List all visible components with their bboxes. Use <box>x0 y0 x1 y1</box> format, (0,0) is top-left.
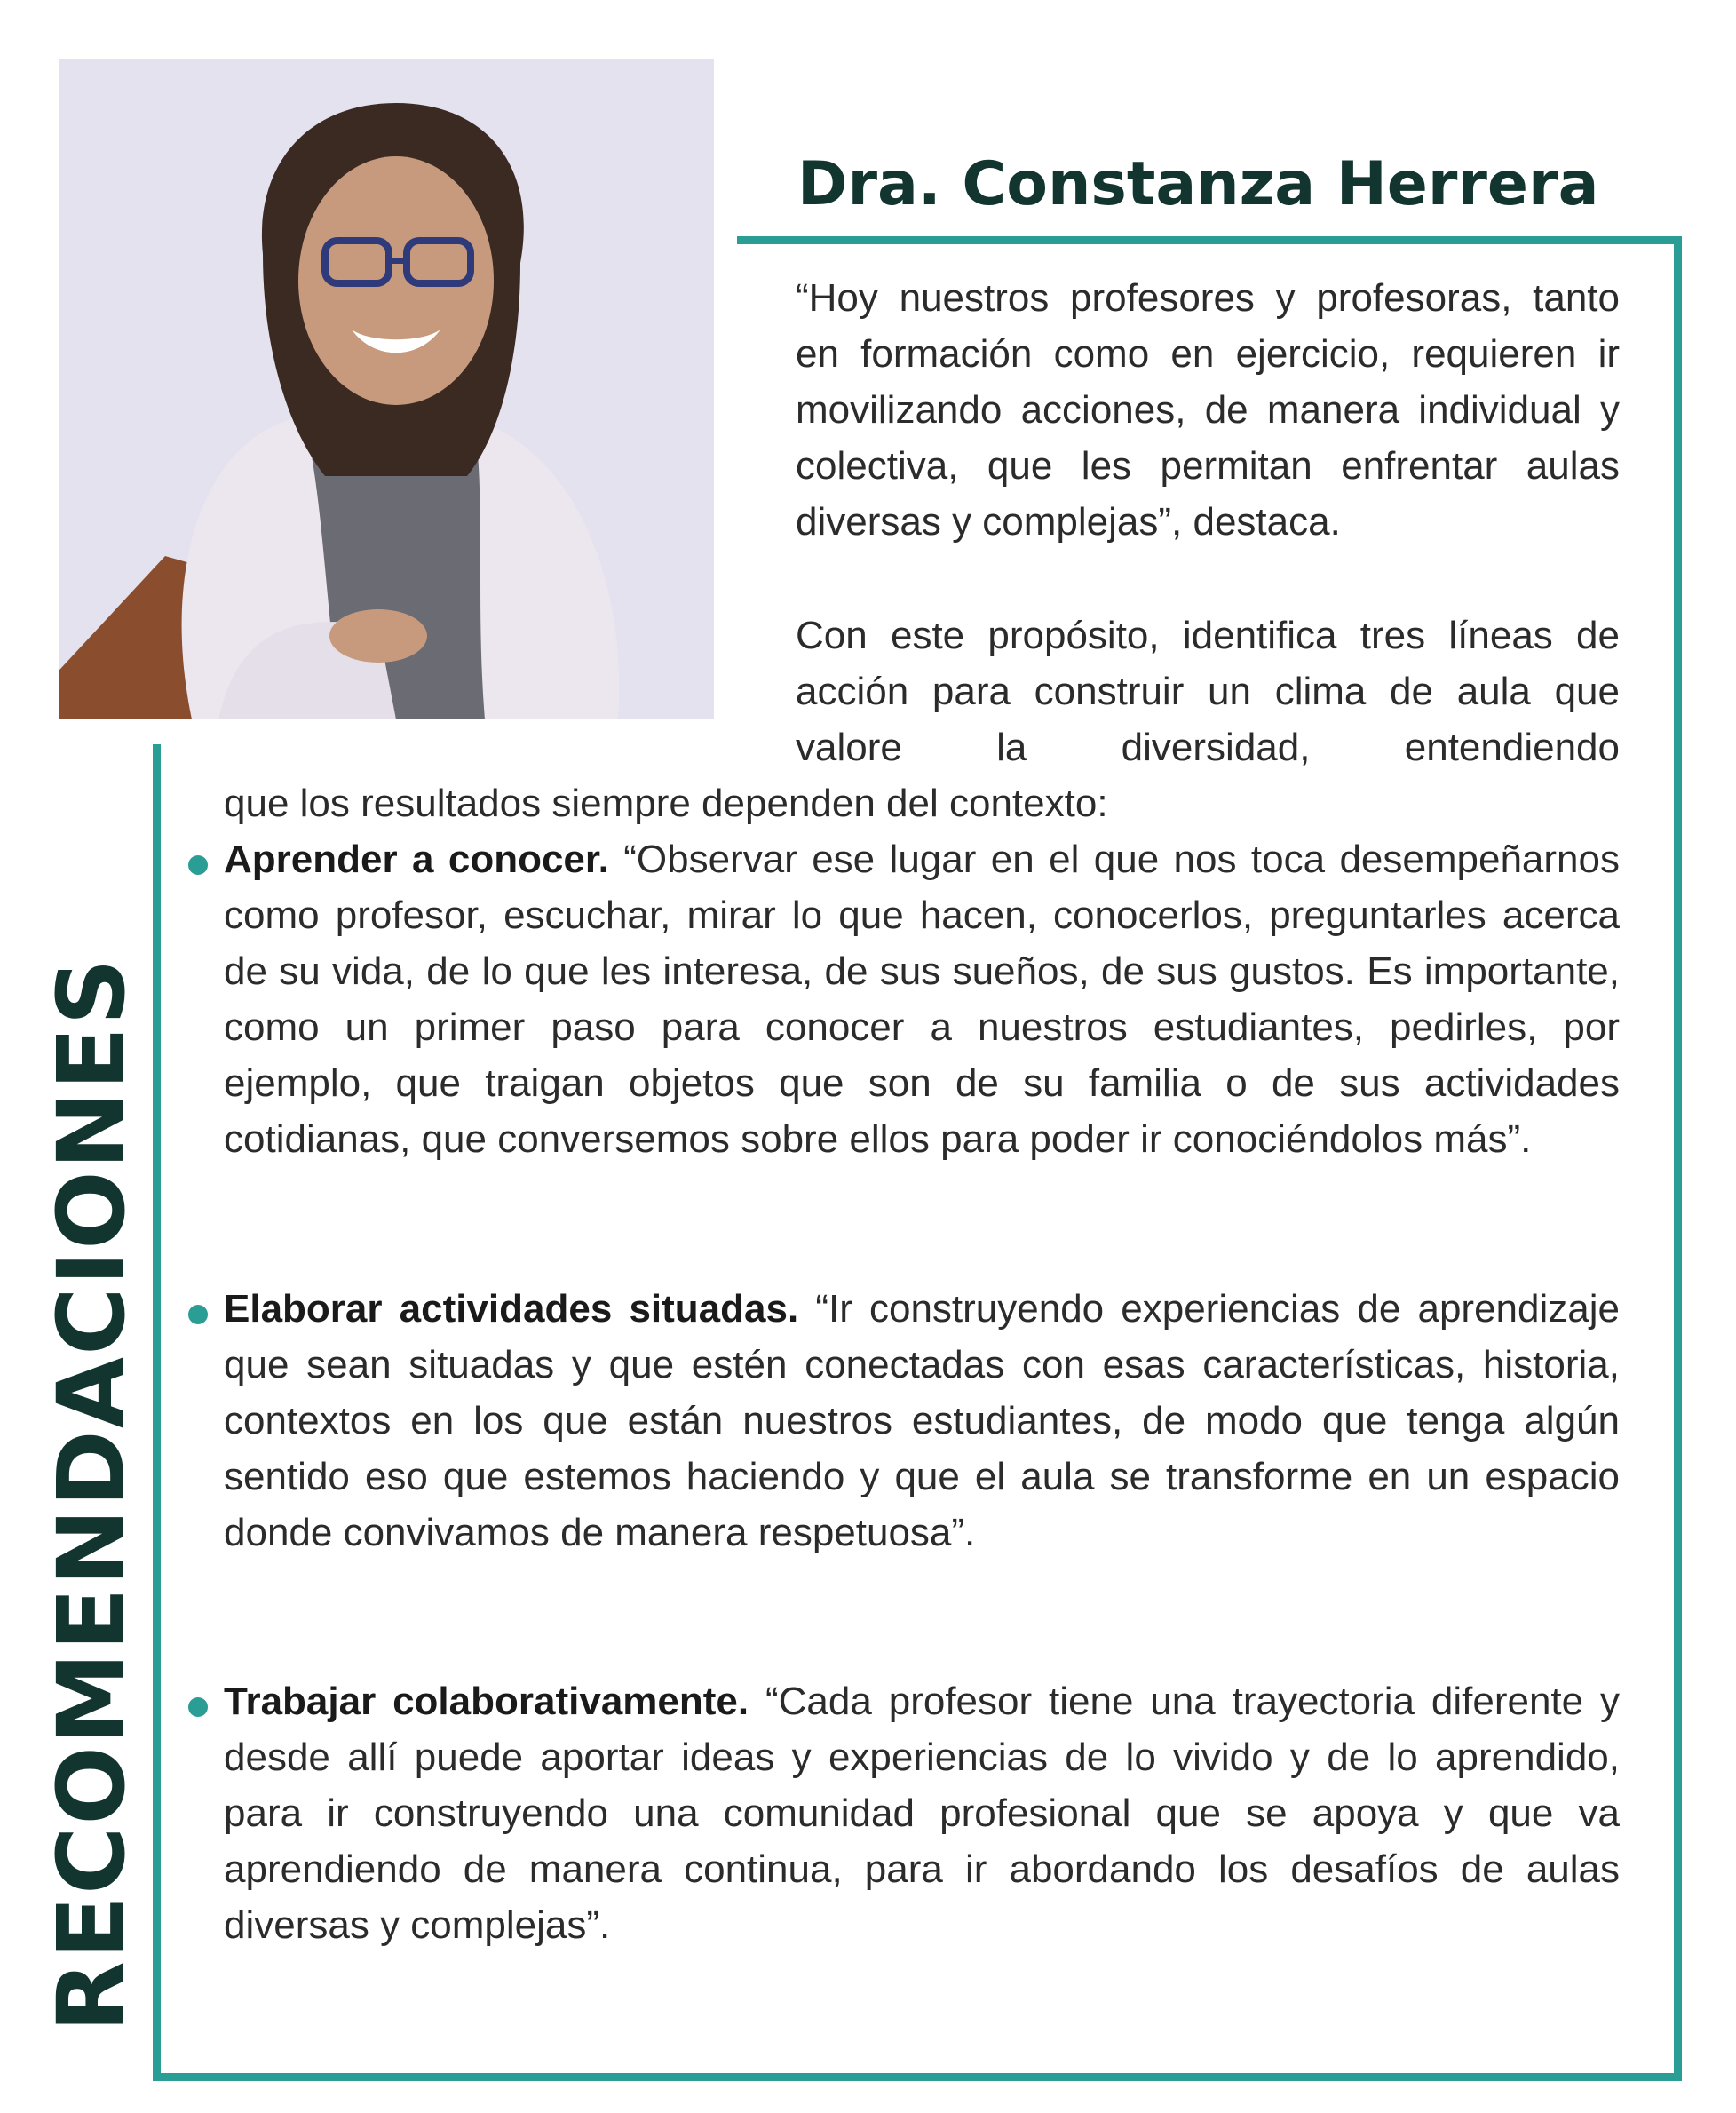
bullet-dot <box>188 855 208 875</box>
portrait-photo <box>59 59 714 719</box>
intro-purpose: Con este propósito, identifica tres líneas de acción para construir un clima de aula que valore la diversidad, entendiendo <box>796 614 1620 769</box>
section-title-vertical: RECOMENDACIONES <box>37 957 146 2032</box>
recommendation-text: “Observar ese lugar en el que nos toca desempeñarnos como profesor, escuchar, mirar lo que hacen, conocerlos, preguntarles acerca de su vida, de lo que les interesa, de sus sueños, de sus gustos. Es importante, como un primer paso para conocer a nuestros estudiantes, pedirles, por ejemplo, que traigan objetos que son de su familia o de sus actividades cotidianas, que conversemos sobre ellos para poder ir conociéndolos más”. <box>224 838 1620 1161</box>
recommendation-title: Aprender a conocer. <box>224 838 609 881</box>
recommendation-item-2 <box>224 1281 1620 1561</box>
portrait-illustration <box>59 59 714 719</box>
bullet-dot <box>188 1305 208 1324</box>
frame-bottom-border <box>153 2073 1682 2081</box>
intro-quote: “Hoy nuestros profesores y profesoras, tanto en formación como en ejercicio, requieren ir movilizando acciones, de manera individual y colectiva, que les permitan enfrentar aulas diversas y complejas”, destaca. <box>796 276 1620 544</box>
intro-purpose-end: que los resultados siempre dependen del contexto: <box>224 782 1108 825</box>
recommendation-title: Elaborar actividades situadas. <box>224 1287 799 1331</box>
person-name: Dra. Constanza Herrera <box>797 149 1599 219</box>
bullet-dot <box>188 1697 208 1717</box>
frame-left-border <box>153 744 161 2081</box>
recommendation-title: Trabajar colaborativamente. <box>224 1680 749 1723</box>
recommendation-item-3 <box>224 1673 1620 1953</box>
frame-right-border <box>1674 236 1682 2081</box>
recommendation-text: “Ir construyendo experiencias de aprendizaje que sean situadas y que estén conectadas con esas características, historia, contextos en los que están nuestros estudiantes, de modo que tenga algún sentido eso que estemos haciendo y que el aula se transforme en un espacio donde convivamos de manera respetuosa”. <box>224 1287 1620 1554</box>
frame-top-border <box>737 236 1682 244</box>
recommendation-text: “Cada profesor tiene una trayectoria diferente y desde allí puede aportar ideas y experiencias de lo vivido y de lo aprendido, para ir construyendo una comunidad profesional que se apoya y que va aprendiendo de manera continua, para ir abordando los desafíos de aulas diversas y complejas”. <box>224 1680 1620 1947</box>
recommendation-item-1 <box>224 831 1620 1167</box>
